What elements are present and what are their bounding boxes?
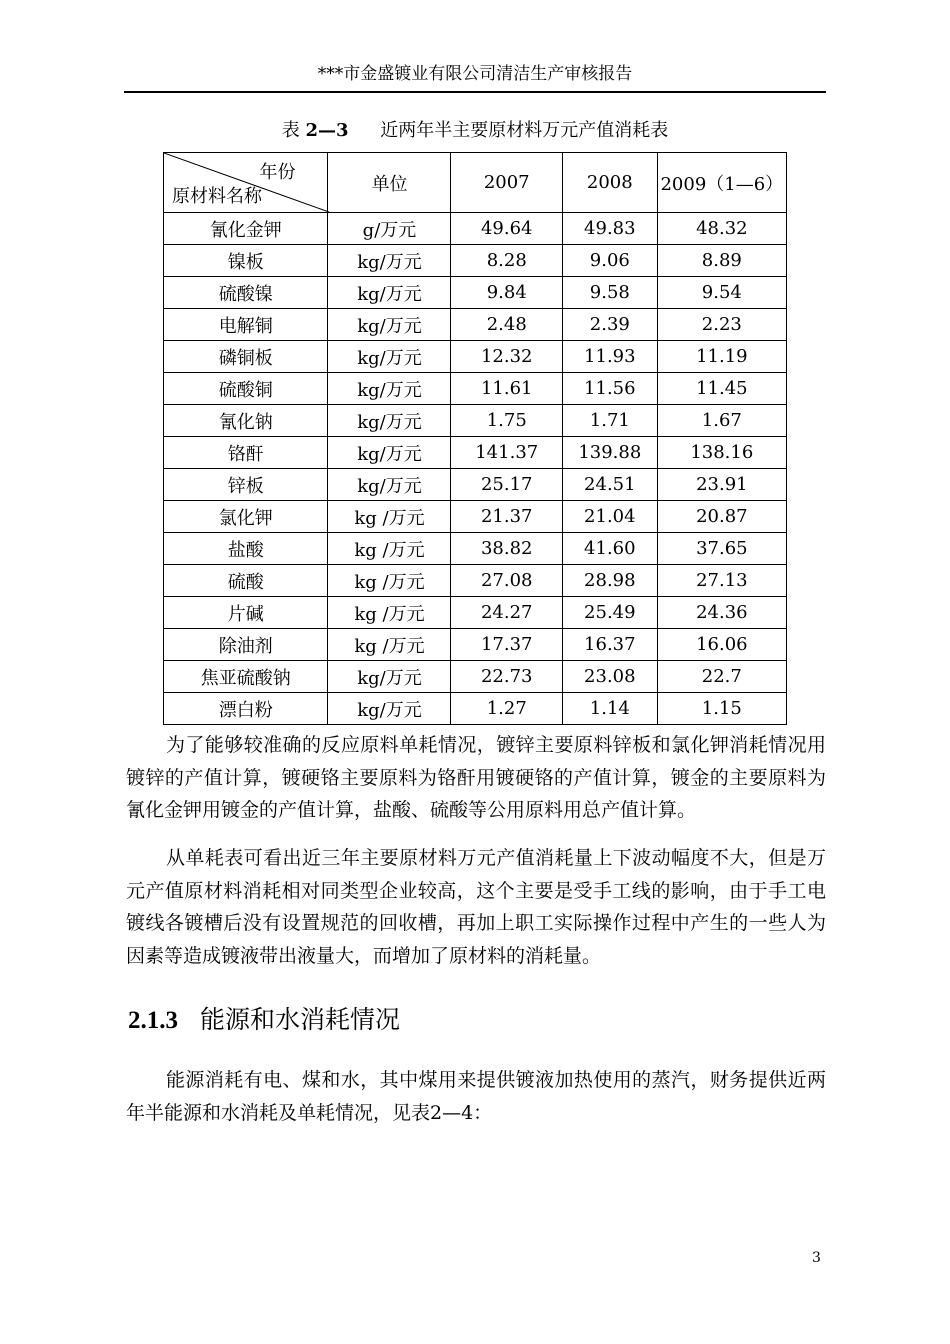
cell-2007: 141.37 bbox=[451, 437, 563, 469]
cell-material-name: 硫酸铜 bbox=[164, 373, 328, 405]
corner-name-label: 原材料名称 bbox=[172, 186, 262, 207]
cell-2007: 1.75 bbox=[451, 405, 563, 437]
cell-2008: 11.93 bbox=[562, 341, 657, 373]
cell-2007: 21.37 bbox=[451, 501, 563, 533]
cell-2007: 27.08 bbox=[451, 565, 563, 597]
cell-unit: kg/万元 bbox=[328, 373, 451, 405]
cell-2007: 24.27 bbox=[451, 597, 563, 629]
cell-2009: 1.67 bbox=[657, 405, 786, 437]
cell-unit: g/万元 bbox=[328, 213, 451, 245]
paragraph-energy-intro: 能源消耗有电、煤和水，其中煤用来提供镀液加热使用的蒸汽，财务提供近两年半能源和水消耗及单耗情况，见表2—4： bbox=[126, 1069, 826, 1124]
cell-2007: 22.73 bbox=[451, 661, 563, 693]
header-2009: 2009（1—6） bbox=[657, 153, 786, 213]
cell-unit: kg/万元 bbox=[328, 693, 451, 725]
cell-unit: kg/万元 bbox=[328, 661, 451, 693]
cell-material-name: 磷铜板 bbox=[164, 341, 328, 373]
cell-unit: kg/万元 bbox=[328, 469, 451, 501]
cell-2007: 17.37 bbox=[451, 629, 563, 661]
cell-2008: 28.98 bbox=[562, 565, 657, 597]
cell-2009: 37.65 bbox=[657, 533, 786, 565]
cell-unit: kg /万元 bbox=[328, 597, 451, 629]
cell-2008: 25.49 bbox=[562, 597, 657, 629]
cell-material-name: 硫酸镍 bbox=[164, 277, 328, 309]
cell-2009: 48.32 bbox=[657, 213, 786, 245]
cell-2008: 41.60 bbox=[562, 533, 657, 565]
table-row bbox=[164, 469, 787, 501]
cell-2007: 11.61 bbox=[451, 373, 563, 405]
cell-2007: 9.84 bbox=[451, 277, 563, 309]
cell-2009: 8.89 bbox=[657, 245, 786, 277]
section-heading bbox=[128, 1002, 400, 1039]
cell-material-name: 氰化钠 bbox=[164, 405, 328, 437]
cell-material-name: 电解铜 bbox=[164, 309, 328, 341]
cell-2009: 9.54 bbox=[657, 277, 786, 309]
cell-material-name: 焦亚硫酸钠 bbox=[164, 661, 328, 693]
cell-unit: kg /万元 bbox=[328, 533, 451, 565]
paragraph-raw-material-calc: 为了能够较准确的反应原料单耗情况，镀锌主要原料锌板和氯化钾消耗情况用镀锌的产值计算，镀硬铬主要原料为铬酐用镀硬铬的产值计算，镀金的主要原料为氰化金钾用镀金的产值计算，盐酸、硫酸等公用原料用总产值计算。 bbox=[126, 734, 826, 821]
cell-material-name: 铬酐 bbox=[164, 437, 328, 469]
cell-2008: 2.39 bbox=[562, 309, 657, 341]
cell-unit: kg/万元 bbox=[328, 245, 451, 277]
header-unit: 单位 bbox=[328, 153, 451, 213]
cell-material-name: 盐酸 bbox=[164, 533, 328, 565]
table-row bbox=[164, 309, 787, 341]
section-title: 能源和水消耗情况 bbox=[200, 1005, 401, 1034]
cell-2008: 24.51 bbox=[562, 469, 657, 501]
cell-material-name: 除油剂 bbox=[164, 629, 328, 661]
table-row bbox=[164, 597, 787, 629]
page-header: ***市金盛镀业有限公司清洁生产审核报告 bbox=[317, 64, 633, 84]
corner-year-label: 年份 bbox=[259, 162, 296, 183]
cell-2008: 1.71 bbox=[562, 405, 657, 437]
cell-material-name: 氰化金钾 bbox=[164, 213, 328, 245]
cell-2009: 22.7 bbox=[657, 661, 786, 693]
cell-2009: 24.36 bbox=[657, 597, 786, 629]
cell-2008: 16.37 bbox=[562, 629, 657, 661]
table-caption-title: 近两年半主要原材料万元产值消耗表 bbox=[380, 120, 669, 141]
page-number: 3 bbox=[812, 1250, 821, 1266]
cell-2007: 38.82 bbox=[451, 533, 563, 565]
cell-2007: 12.32 bbox=[451, 341, 563, 373]
header-rule bbox=[124, 91, 826, 93]
table-row bbox=[164, 245, 787, 277]
cell-2008: 11.56 bbox=[562, 373, 657, 405]
cell-2009: 16.06 bbox=[657, 629, 786, 661]
cell-2009: 11.19 bbox=[657, 341, 786, 373]
cell-unit: kg /万元 bbox=[328, 629, 451, 661]
cell-2009: 20.87 bbox=[657, 501, 786, 533]
corner-header-cell bbox=[164, 153, 328, 213]
cell-2008: 21.04 bbox=[562, 501, 657, 533]
cell-2007: 25.17 bbox=[451, 469, 563, 501]
cell-unit: kg/万元 bbox=[328, 309, 451, 341]
cell-2008: 139.88 bbox=[562, 437, 657, 469]
table-caption-number: 2—3 bbox=[305, 120, 349, 141]
cell-2009: 27.13 bbox=[657, 565, 786, 597]
table-caption-prefix: 表 bbox=[281, 120, 300, 141]
table-row bbox=[164, 533, 787, 565]
cell-2007: 1.27 bbox=[451, 693, 563, 725]
cell-2009: 23.91 bbox=[657, 469, 786, 501]
cell-2008: 9.06 bbox=[562, 245, 657, 277]
table-row bbox=[164, 565, 787, 597]
cell-2009: 138.16 bbox=[657, 437, 786, 469]
cell-2007: 49.64 bbox=[451, 213, 563, 245]
cell-material-name: 锌板 bbox=[164, 469, 328, 501]
paragraph-consumption-analysis: 从单耗表可看出近三年主要原材料万元产值消耗量上下波动幅度不大，但是万元产值原材料消耗相对同类型企业较高，这个主要是受手工线的影响，由于手工电镀线各镀槽后没有设置规范的回收槽，再加上职工实际操作过程中产生的一些人为因素等造成镀液带出液量大，而增加了原材料的消耗量。 bbox=[126, 847, 826, 967]
table-row bbox=[164, 373, 787, 405]
table-row bbox=[164, 277, 787, 309]
cell-unit: kg /万元 bbox=[328, 565, 451, 597]
table-caption bbox=[164, 118, 786, 144]
cell-2008: 23.08 bbox=[562, 661, 657, 693]
table-row bbox=[164, 213, 787, 245]
cell-unit: kg/万元 bbox=[328, 437, 451, 469]
table-row bbox=[164, 437, 787, 469]
cell-2007: 2.48 bbox=[451, 309, 563, 341]
cell-2009: 1.15 bbox=[657, 693, 786, 725]
cell-unit: kg /万元 bbox=[328, 501, 451, 533]
cell-2009: 11.45 bbox=[657, 373, 786, 405]
materials-table bbox=[163, 152, 787, 725]
section-number: 2.1.3 bbox=[128, 1007, 178, 1034]
cell-material-name: 硫酸 bbox=[164, 565, 328, 597]
table-row bbox=[164, 405, 787, 437]
table-row bbox=[164, 629, 787, 661]
cell-2009: 2.23 bbox=[657, 309, 786, 341]
cell-2008: 9.58 bbox=[562, 277, 657, 309]
cell-2008: 1.14 bbox=[562, 693, 657, 725]
table-row bbox=[164, 341, 787, 373]
cell-unit: kg/万元 bbox=[328, 405, 451, 437]
cell-unit: kg/万元 bbox=[328, 277, 451, 309]
table-row bbox=[164, 693, 787, 725]
cell-material-name: 氯化钾 bbox=[164, 501, 328, 533]
header-2007: 2007 bbox=[451, 153, 563, 213]
cell-material-name: 漂白粉 bbox=[164, 693, 328, 725]
table-row bbox=[164, 661, 787, 693]
table-header-row bbox=[164, 153, 787, 213]
table-row bbox=[164, 501, 787, 533]
cell-unit: kg/万元 bbox=[328, 341, 451, 373]
header-2008: 2008 bbox=[562, 153, 657, 213]
cell-2007: 8.28 bbox=[451, 245, 563, 277]
cell-material-name: 镍板 bbox=[164, 245, 328, 277]
cell-2008: 49.83 bbox=[562, 213, 657, 245]
cell-material-name: 片碱 bbox=[164, 597, 328, 629]
